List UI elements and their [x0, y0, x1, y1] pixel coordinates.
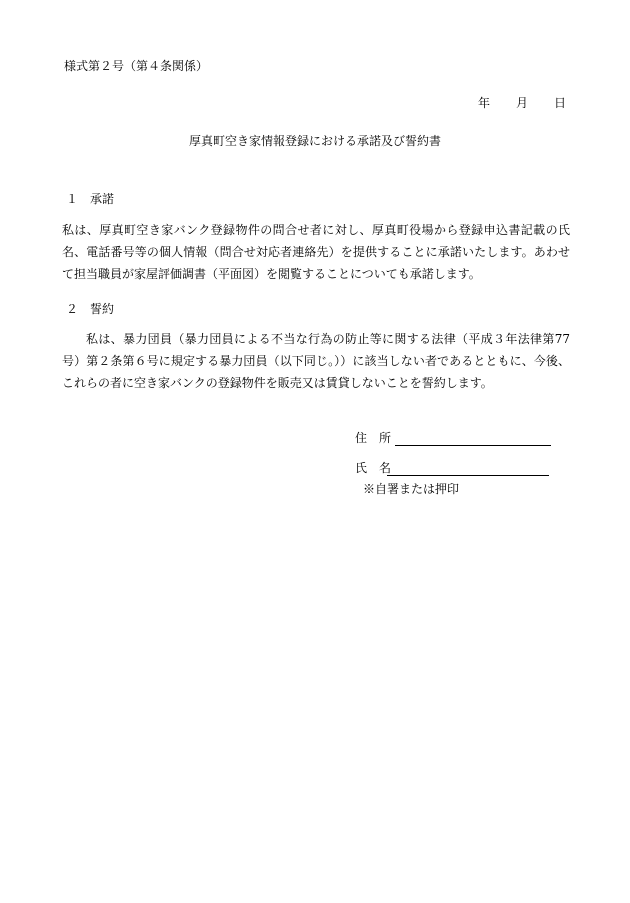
name-underline	[387, 475, 549, 476]
section-body-pledge: 私は、暴力団員（暴力団員による不当な行為の防止等に関する法律（平成３年法律第77号）第２条第６号に規定する暴力団員（以下同じ。））に該当しない者であるとともに、今後、これらの者に空き家バンクの登録物件を販売又は賃貸しないことを誓約します。	[62, 332, 570, 390]
date-year-label: 年	[477, 96, 490, 110]
address-underline	[395, 445, 551, 446]
date-day-label: 日	[553, 96, 566, 110]
section-heading-consent: １ 承諾	[66, 192, 115, 206]
signature-note: ※自署または押印	[363, 482, 460, 496]
address-label: 住 所	[355, 431, 392, 445]
section-body-consent: 私は、厚真町空き家バンク登録物件の問合せ者に対し、厚真町役場から登録申込書記載の氏名、電話番号等の個人情報（問合せ対応者連絡先）を提供することに承諾いたします。あわせて担当職員が家屋評価調書（平面図）を閲覧することについても承諾します。	[62, 223, 570, 281]
address-row	[355, 432, 551, 444]
form-number: 様式第２号（第４条関係）	[64, 59, 209, 73]
date-line	[478, 97, 566, 109]
name-label: 氏 名	[355, 461, 392, 475]
section-heading-pledge: ２ 誓約	[66, 302, 115, 316]
name-row	[355, 462, 551, 474]
document-title: 厚真町空き家情報登録における承諾及び誓約書	[188, 134, 441, 148]
date-month-label: 月	[515, 96, 528, 110]
